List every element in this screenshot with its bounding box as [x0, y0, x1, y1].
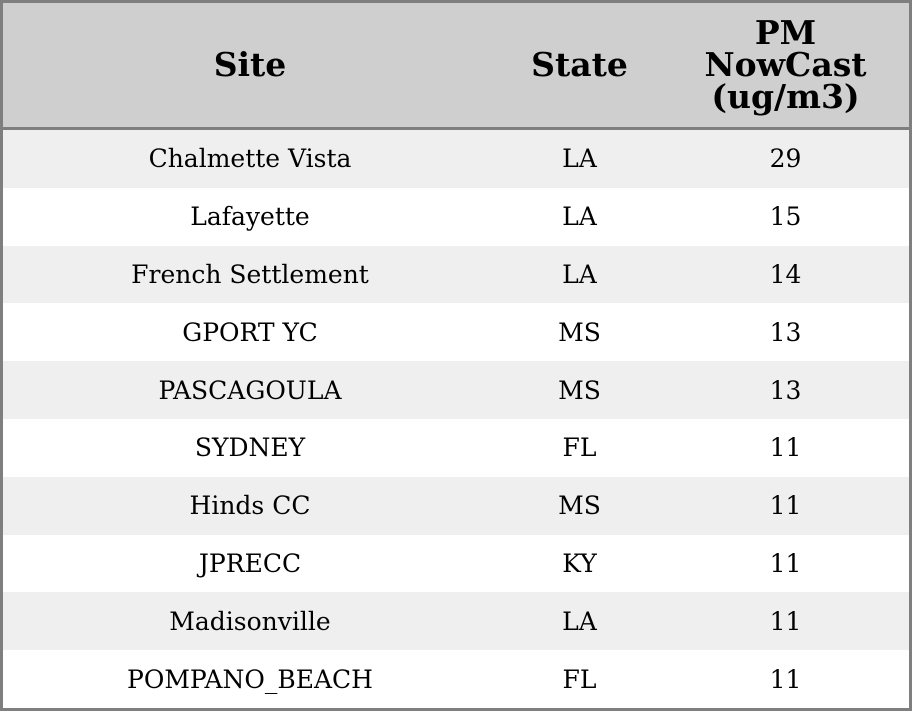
header-state: State: [531, 45, 628, 84]
table-row: [3, 361, 909, 419]
cell-state: MS: [558, 317, 601, 347]
cell-pm: 11: [769, 433, 802, 463]
cell-state: MS: [558, 491, 601, 521]
cell-pm: 13: [769, 317, 802, 347]
cell-pm: 13: [769, 375, 802, 405]
cell-site: Chalmette Vista: [148, 144, 352, 174]
table-row: [3, 419, 909, 477]
cell-site: GPORT YC: [182, 317, 318, 347]
header-pm-nowcast: [662, 13, 909, 116]
cell-pm: 11: [769, 664, 802, 694]
cell-state: MS: [558, 375, 601, 405]
cell-site: JPRECC: [198, 548, 302, 578]
cell-pm: 11: [769, 606, 802, 636]
cell-site: SYDNEY: [194, 433, 306, 463]
header-pm-line3: (ug/m3): [711, 77, 860, 116]
table-row: [3, 303, 909, 361]
cell-pm: 11: [769, 548, 802, 578]
table-row: [3, 592, 909, 650]
table-row: [3, 188, 909, 246]
cell-state: FL: [562, 664, 597, 694]
cell-site: POMPANO_BEACH: [127, 664, 373, 694]
cell-pm: 29: [769, 144, 802, 174]
cell-state: LA: [562, 144, 597, 174]
table-row: [3, 650, 909, 708]
table-row: [3, 130, 909, 188]
cell-site: Lafayette: [190, 202, 310, 232]
cell-site: PASCAGOULA: [158, 375, 342, 405]
cell-state: KY: [562, 548, 597, 578]
cell-state: FL: [562, 433, 597, 463]
table-row: [3, 535, 909, 593]
cell-state: LA: [562, 259, 597, 289]
cell-pm: 11: [769, 491, 802, 521]
table-header-row: [3, 3, 909, 130]
table-body: [3, 130, 909, 708]
header-site: Site: [213, 45, 287, 84]
header-pm-line2: NowCast: [704, 45, 867, 84]
header-pm-line1: PM: [754, 13, 817, 52]
cell-pm: 14: [769, 259, 802, 289]
cell-pm: 15: [769, 202, 802, 232]
cell-site: French Settlement: [131, 259, 369, 289]
cell-site: Hinds CC: [189, 491, 311, 521]
table-row: [3, 246, 909, 304]
cell-state: LA: [562, 202, 597, 232]
table-row: [3, 477, 909, 535]
cell-state: LA: [562, 606, 597, 636]
cell-site: Madisonville: [169, 606, 331, 636]
